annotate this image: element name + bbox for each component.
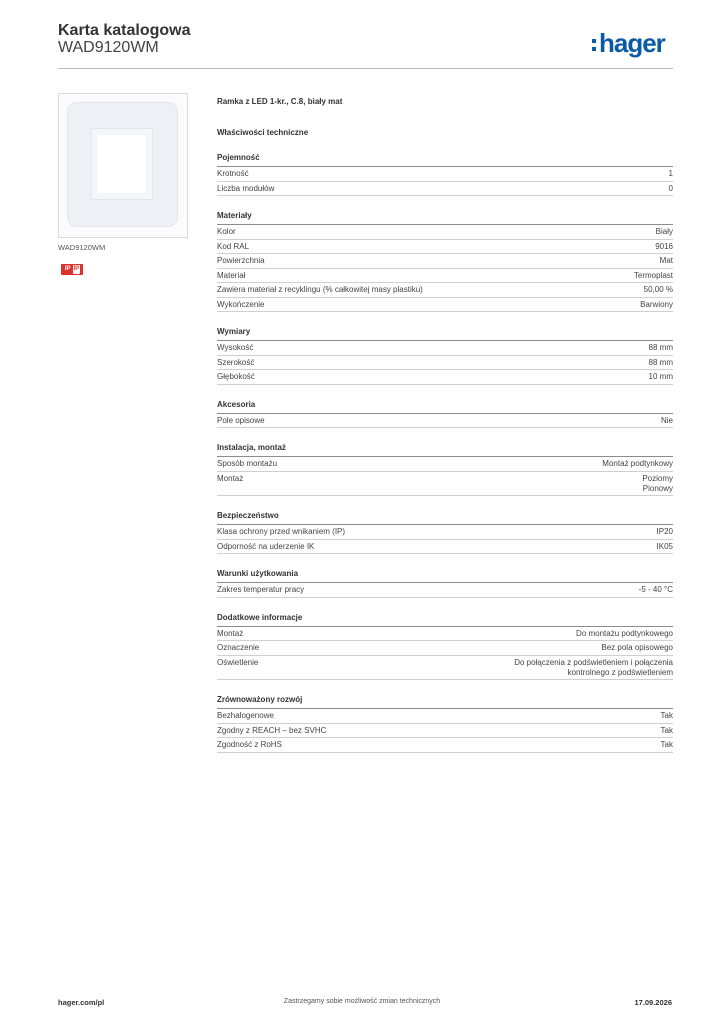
spec-row [217, 356, 673, 371]
logo-dots-icon [592, 39, 596, 51]
spec-value: 10 mm [648, 372, 673, 381]
spec-value: IK05 [656, 541, 673, 551]
spec-label: Odporność na uderzenie IK [217, 541, 315, 551]
spec-label: Krotność [217, 169, 249, 178]
section-title: Materiały [217, 210, 673, 225]
spec-label: Powierzchnia [217, 256, 265, 265]
spec-section [217, 210, 673, 312]
spec-row [217, 269, 673, 284]
spec-label: Oznaczenie [217, 643, 260, 652]
spec-row [217, 414, 673, 429]
spec-row [217, 225, 673, 240]
frame-outer [67, 102, 178, 227]
section-title: Warunki użytkowania [217, 568, 673, 583]
spec-value: 88 mm [648, 357, 673, 367]
spec-label: Klasa ochrony przed wnikaniem (IP) [217, 527, 346, 536]
product-image [58, 93, 188, 238]
spec-value: 88 mm [648, 343, 673, 352]
section-title: Dodatkowe informacje [217, 612, 673, 627]
spec-row [217, 656, 673, 681]
spec-section [217, 612, 673, 681]
spec-section [217, 694, 673, 753]
spec-value: Do połączenia z podświetleniem i połączenia kontrolnego z podświetleniem [514, 657, 673, 677]
hager-logo[interactable] [592, 28, 665, 58]
spec-label: Bezhalogenowe [217, 711, 274, 720]
spec-section [217, 568, 673, 598]
spec-label: Kod RAL [217, 241, 250, 251]
ip-badge-left: IP [64, 266, 71, 272]
spec-value: Mat [659, 256, 673, 265]
spec-label: Wykończenie [217, 299, 265, 309]
spec-value: Biały [655, 227, 673, 236]
image-caption: WAD9120WM [58, 243, 106, 252]
spec-value: -5 - 40 °C [638, 585, 673, 594]
spec-value: Tak [660, 725, 673, 735]
section-title: Pojemność [217, 152, 673, 167]
spec-section [217, 326, 673, 385]
document-title: Karta katalogowa [58, 22, 191, 39]
spec-label: Oświetlenie [217, 657, 259, 667]
spec-row [217, 457, 673, 472]
spec-row [217, 341, 673, 356]
spec-value: Tak [660, 740, 673, 749]
frame-opening [92, 129, 152, 199]
section-title: Zrównoważony rozwój [217, 694, 673, 709]
section-title: Wymiary [217, 326, 673, 341]
spec-row [217, 709, 673, 724]
spec-value: 1 [668, 169, 673, 178]
section-title: Instalacja, montaż [217, 442, 673, 457]
spec-section [217, 510, 673, 554]
section-title: Bezpieczeństwo [217, 510, 673, 525]
section-title: Akcesoria [217, 399, 673, 414]
spec-value: IP20 [656, 527, 673, 536]
spec-label: Sposób montażu [217, 459, 278, 468]
spec-section [217, 399, 673, 429]
spec-value: 50,00 % [643, 285, 673, 294]
footer-note: Zastrzegamy sobie możliwość zmian technicznych [283, 998, 441, 1005]
spec-row [217, 641, 673, 656]
spec-value: Poziomy Pionowy [642, 473, 673, 493]
spec-section [217, 152, 673, 196]
footer-site-link[interactable]: hager.com/pl [58, 998, 105, 1007]
ip-badge-right: IP [73, 266, 80, 272]
spec-label: Zakres temperatur pracy [217, 585, 305, 594]
spec-label: Zgodność z RoHS [217, 740, 282, 749]
spec-row [217, 627, 673, 642]
spec-label: Zawiera materiał z recyklingu (% całkowitej masy plastiku) [217, 285, 423, 294]
header-divider [58, 68, 673, 69]
product-name: Ramka z LED 1-kr., C.8, biały mat [217, 97, 343, 106]
spec-row [217, 525, 673, 540]
footer-date: 17.09.2026 [634, 998, 672, 1007]
spec-content [217, 89, 673, 753]
spec-row [217, 540, 673, 555]
spec-value: Barwiony [640, 299, 673, 309]
spec-row [217, 254, 673, 269]
spec-value: 9016 [655, 241, 673, 251]
spec-row [217, 283, 673, 298]
logo-text: hager [599, 28, 665, 58]
spec-label: Zgodny z REACH – bez SVHC [217, 725, 327, 735]
spec-label: Szerokość [217, 357, 255, 367]
spec-row [217, 298, 673, 313]
spec-row [217, 738, 673, 753]
spec-value: Tak [660, 711, 673, 720]
spec-value: Montaż podtynkowy [602, 459, 673, 468]
spec-row [217, 472, 673, 497]
product-code: WAD9120WM [58, 39, 159, 56]
spec-value: Bez pola opisowego [601, 643, 673, 652]
spec-sections [217, 152, 673, 753]
spec-row [217, 583, 673, 598]
spec-label: Kolor [217, 227, 236, 236]
spec-label: Montaż [217, 628, 244, 638]
spec-label: Liczba modułów [217, 183, 275, 193]
ip-rating-icon [61, 264, 83, 275]
spec-row [217, 167, 673, 182]
spec-value: 0 [668, 183, 673, 193]
spec-label: Montaż [217, 473, 244, 483]
spec-value: Nie [660, 415, 673, 425]
spec-label: Głębokość [217, 372, 255, 381]
spec-label: Wysokość [217, 343, 254, 352]
spec-label: Materiał [217, 270, 246, 280]
spec-section [217, 442, 673, 496]
spec-row [217, 370, 673, 385]
spec-value: Do montażu podtynkowego [576, 628, 673, 638]
spec-value: Termoplast [633, 270, 673, 280]
tech-properties-title: Właściwości techniczne [217, 128, 309, 137]
spec-row [217, 240, 673, 255]
spec-row [217, 724, 673, 739]
spec-row [217, 182, 673, 197]
spec-label: Pole opisowe [217, 415, 265, 425]
